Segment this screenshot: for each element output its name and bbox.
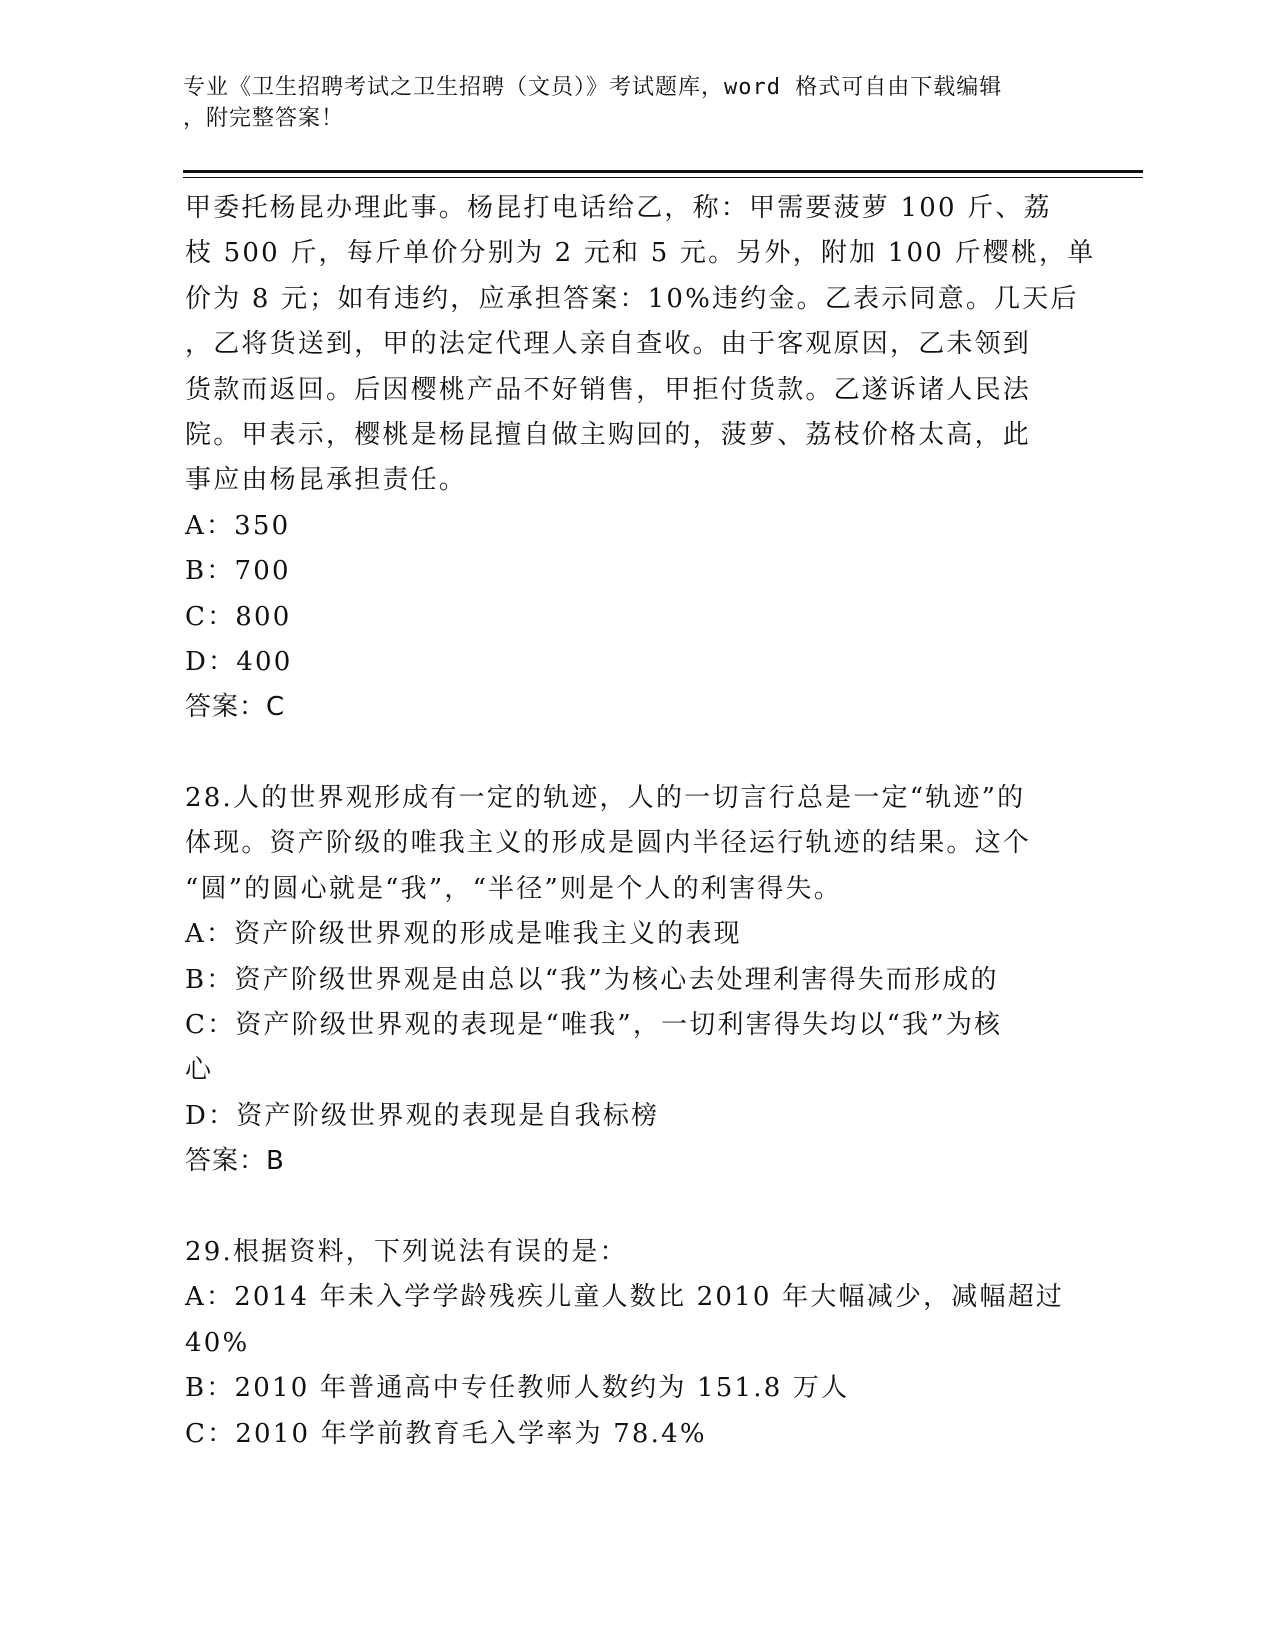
question-stem-line: 28.人的世界观形成有一定的轨迹，人的一切言行总是一定“轨迹”的 [185,783,1026,814]
document-header [183,72,1063,134]
question-stem-line: 货款而返回。后因樱桃产品不好销售，甲拒付货款。乙遂诉诸人民法 [185,374,1032,405]
question-stem-line: 体现。资产阶级的唯我主义的形成是圆内半径运行轨迹的结果。这个 [185,828,1032,859]
question-27 [185,186,1096,731]
option-d: D：资产阶级世界观的表现是自我标榜 [185,1100,660,1131]
answer: 答案：B [185,1146,285,1177]
question-stem-line: “圆”的圆心就是“我”，“半径”则是个人的利害得失。 [185,873,842,904]
question-stem-line: 事应由杨昆承担责任。 [185,465,468,496]
header-line-2: ，附完整答案！ [183,106,345,131]
option-c: C：2010 年学前教育毛入学率为 78.4% [185,1418,707,1449]
document-body [185,186,1096,1457]
answer: 答案：C [185,692,286,723]
question-stem-line: ，乙将货送到，甲的法定代理人亲自查收。由于客观原因，乙未领到 [185,329,1032,360]
question-28 [185,776,1065,1185]
spacer [185,1185,1065,1230]
option-b: B：700 [185,556,291,587]
option-c: C：资产阶级世界观的表现是“唯我”，一切利害得失均以“我”为核 [185,1010,1003,1041]
option-b: B：资产阶级世界观是由总以“我”为核心去处理利害得失而形成的 [185,964,999,995]
option-a: A：2014 年未入学学龄残疾儿童人数比 2010 年大幅减少，减幅超过 [185,1282,1065,1313]
option-a-continued: 40% [185,1327,250,1358]
header-line-1: 专业《卫生招聘考试之卫生招聘（文员）》考试题库，word 格式可自由下载编辑 [183,75,1003,100]
question-stem-line: 29.根据资料，下列说法有误的是： [185,1236,628,1267]
question-stem-line: 枝 500 斤，每斤单价分别为 2 元和 5 元。另外，附加 100 斤樱桃，单 [185,238,1096,269]
question-stem-line: 价为 8 元；如有违约，应承担答案：10%违约金。乙表示同意。几天后 [185,283,1079,314]
option-c-continued: 心 [185,1055,214,1086]
header-rule-thick [183,170,1143,173]
option-c: C：800 [185,601,292,632]
option-a: A：资产阶级世界观的形成是唯我主义的表现 [185,919,742,950]
question-stem-line: 甲委托杨昆办理此事。杨昆打电话给乙，称：甲需要菠萝 100 斤、荔 [185,193,1052,223]
spacer [185,731,1065,776]
option-a: A：350 [185,510,291,541]
option-d: D：400 [185,646,293,677]
question-stem-line: 院。甲表示，樱桃是杨昆擅自做主购回的，菠萝、荔枝价格太高，此 [185,419,1032,450]
header-rule-thin [183,177,1143,178]
option-b: B：2010 年普通高中专任教师人数约为 151.8 万人 [185,1373,850,1404]
question-29 [185,1230,1065,1457]
